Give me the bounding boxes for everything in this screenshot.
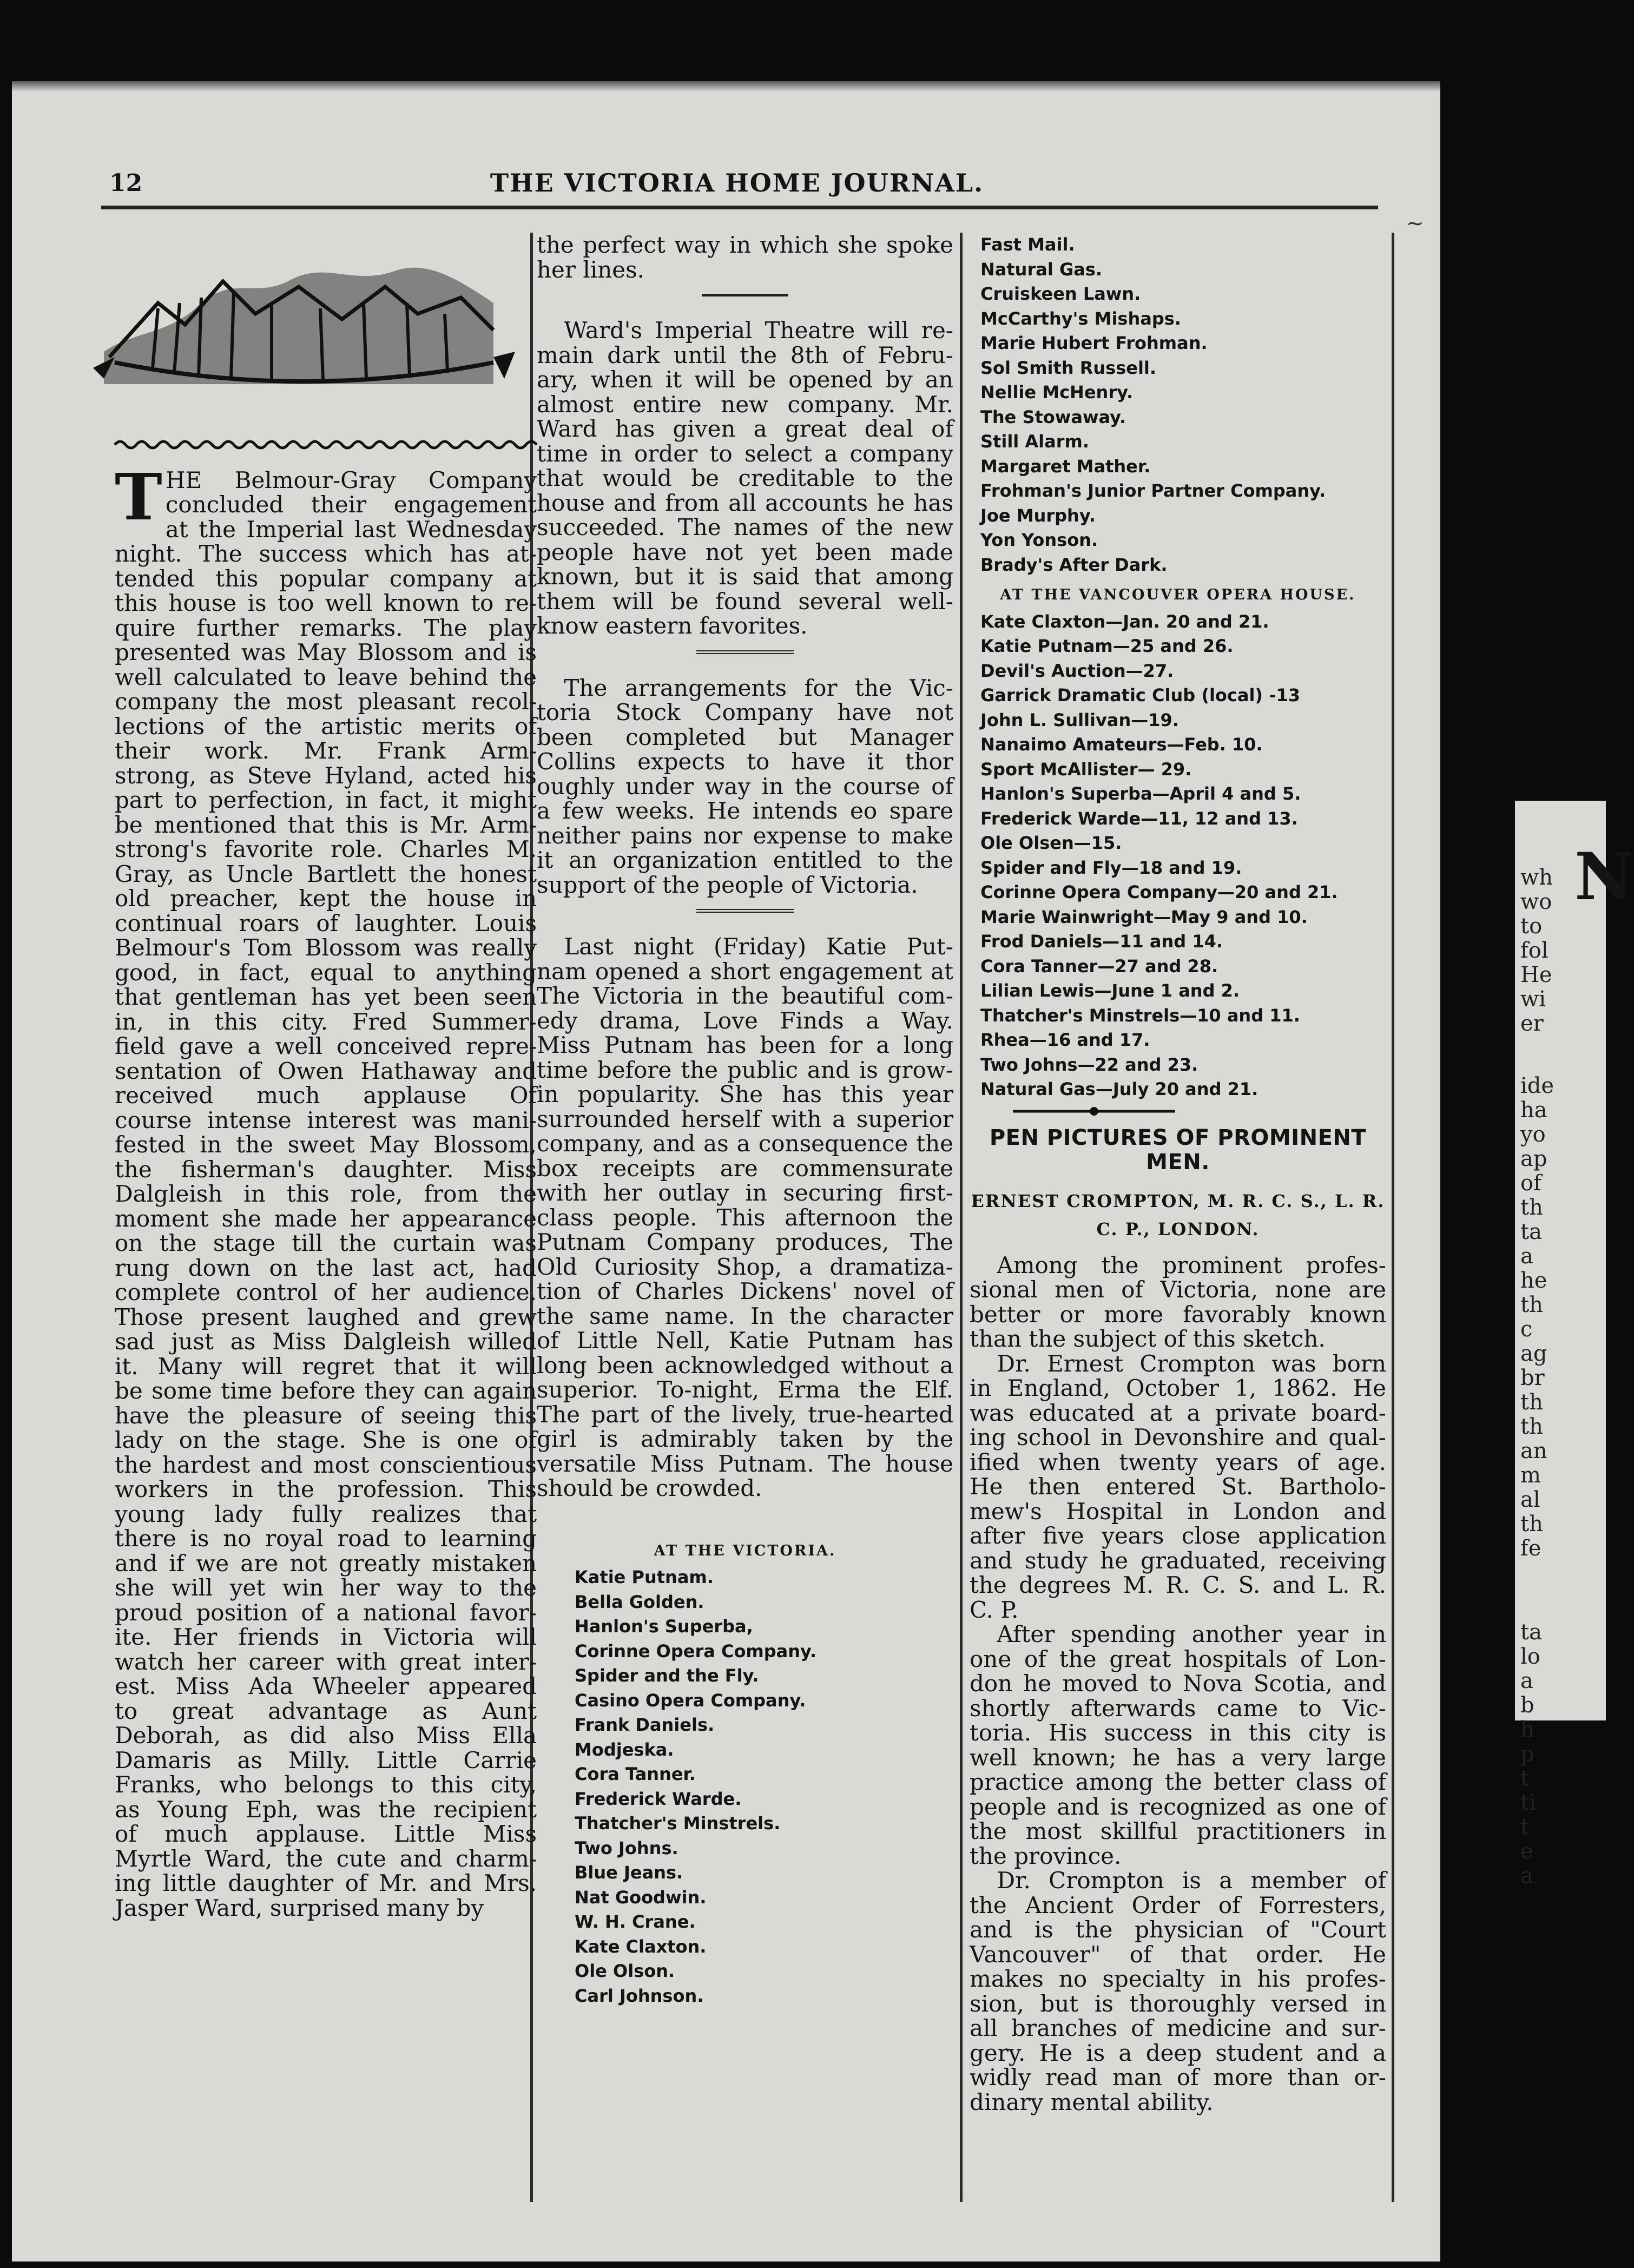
article-line: old preacher, kept the house in [115,885,537,912]
list-item: Nat Goodwin. [575,1887,707,1908]
adjacent-fragment: b [1520,1693,1534,1718]
adjacent-fragment: wh [1520,865,1553,890]
list-item: Hanlon's Superba—April 4 and 5. [980,783,1301,804]
list-item: Ole Olson. [575,1961,675,1981]
article-line: ing little daughter of Mr. and Mrs. [115,1870,537,1896]
journal-title: THE VICTORIA HOME JOURNAL. [490,168,984,197]
byline-line-2: C. P., LONDON. [1096,1218,1260,1240]
article-line: Jasper Ward, surprised many by [115,1894,484,1921]
article-line: lections of the artistic merits of [115,713,537,740]
list-item: Thatcher's Minstrels. [575,1813,781,1834]
adjacent-fragment: ap [1520,1146,1547,1171]
article-line: field gave a well conceived repre- [115,1033,537,1059]
article-line: box receipts are commensurate [537,1155,953,1182]
article-line: proud position of a national favor- [115,1599,537,1626]
column-1 [115,233,537,1920]
article-line: of Little Nell, Katie Putnam has [537,1327,953,1354]
list-item: Margaret Mather. [980,456,1151,477]
article-line: her lines. [537,256,645,283]
drop-cap: T [115,459,162,535]
adjacent-fragment: ha [1520,1098,1547,1123]
list-item: Frederick Warde. [575,1788,742,1809]
article-line: and is the physician of "Court [970,1916,1386,1943]
article-line: the hardest and most conscientious [115,1451,537,1478]
article-line: company the most pleasant recol- [115,688,537,715]
article-line: toria Stock Company have not [537,699,953,726]
scan-shadow [12,81,1440,92]
list-item: Lilian Lewis—June 1 and 2. [980,980,1240,1001]
article-line: Damaris as Milly. Little Carrie [115,1746,537,1773]
vancouver-list-heading: AT THE VANCOUVER OPERA HOUSE. [1000,586,1356,603]
adjacent-fragment: a [1520,1863,1533,1888]
article-line: the degrees M. R. C. S. and L. R. [970,1572,1386,1598]
article-line: the perfect way in which she spoke [537,232,953,258]
column-2 [537,233,953,2008]
header-rule [101,206,1378,209]
list-item: Bella Golden. [575,1591,704,1612]
adjacent-fragment: a [1520,1244,1533,1269]
article-line: quire further remarks. The play [115,614,537,641]
list-item: Frod Daniels—11 and 14. [980,931,1223,952]
article-line: lady on the stage. She is one of [115,1427,537,1453]
adjacent-fragment: fe [1520,1536,1541,1561]
newspaper-page [12,81,1440,2262]
article-line: received much applause Of [115,1082,537,1109]
adjacent-fragment: yo [1520,1122,1546,1147]
article-line: all branches of medicine and sur- [970,2015,1386,2041]
article-line: people have not yet been made [537,538,953,565]
article-line: people and is recognized as one of [970,1793,1386,1820]
article-line: The part of the lively, true-hearted [537,1401,953,1428]
adjacent-fragment: h [1520,1717,1534,1742]
list-item: Cruiskeen Lawn. [980,284,1141,304]
list-item: Modjeska. [575,1739,674,1760]
article-line: succeeded. The names of the new [537,514,953,540]
article-line: there is no royal road to learning [115,1525,537,1552]
article-line: better or more favorably known [970,1301,1386,1328]
adjacent-fragment: t [1520,1766,1530,1791]
article-line: Those present laughed and grew [115,1303,537,1330]
adjacent-fragment: ti [1520,1790,1536,1815]
article-line: as Young Eph, was the recipient [115,1796,537,1823]
list-item: Spider and the Fly. [575,1665,759,1686]
page-header [93,165,1381,208]
list-item: Thatcher's Minstrels—10 and 11. [980,1005,1300,1026]
article-line: Ward has given a great deal of [537,416,953,442]
article-line: surrounded herself with a superior [537,1105,953,1132]
article-line: it. Many will regret that it will [115,1353,537,1380]
article-line: workers in the profession. This [115,1476,537,1502]
article-line: and study he graduated, receiving [970,1547,1386,1574]
article-line: gery. He is a deep student and a [970,2039,1386,2066]
article-line: toria. His success in this city is [970,1719,1386,1746]
article-line: have the pleasure of seeing this [115,1402,537,1429]
article-line: to great advantage as Aunt [115,1697,537,1724]
adjacent-fragment: He [1520,962,1552,987]
adjacent-fragment: br [1520,1366,1545,1390]
article-line: Putnam Company produces, The [537,1229,953,1255]
article-line: night. The success which has at- [115,540,537,567]
adjacent-page-fragment [1515,801,1634,1888]
wavy-divider [115,438,537,451]
adjacent-fragment: lo [1520,1644,1540,1669]
article-line: continual roars of laughter. Louis [115,909,537,937]
article-line: support of the people of Victoria. [537,871,918,898]
article-line: girl is admirably taken by the [537,1426,953,1452]
crompton-para-4 [970,1868,1386,2114]
list-item: Fast Mail. [980,234,1075,255]
list-item: Kate Claxton—Jan. 20 and 21. [980,611,1269,632]
article-line: Dalgleish in this role, from the [115,1181,537,1207]
page-number: 12 [109,169,143,197]
article-line: He then entered St. Bartholo- [970,1473,1386,1500]
stage-engraving-icon [93,222,515,395]
article-line: dinary mental ability. [970,2088,1214,2115]
list-item: Blue Jeans. [575,1862,683,1883]
column-3 [970,233,1386,2114]
list-item: Cora Tanner—27 and 28. [980,955,1218,977]
margin-mark: ~ [1406,211,1424,236]
list-item: Natural Gas. [980,259,1102,280]
article-line: makes no specialty in his profes- [970,1966,1386,1992]
article-line: with her outlay in securing first- [537,1179,953,1206]
short-rule [702,294,788,296]
article-line: them will be found several well- [537,588,953,615]
list-item: Ole Olsen—15. [980,833,1122,853]
article-line: oughly under way in the course of [537,773,953,800]
list-item: Hanlon's Superba, [575,1616,753,1637]
list-item: The Stowaway. [980,406,1126,427]
adjacent-fragment: th [1520,1390,1543,1415]
list-item: Katie Putnam. [575,1567,714,1587]
article-line: Gray, as Uncle Bartlett the honest [115,860,537,887]
article-line: of much applause. Little Miss [115,1821,537,1847]
article-line: sion, but is thoroughly versed in [970,1990,1386,2017]
article-line: be mentioned that this is Mr. Arm- [115,811,537,838]
adjacent-fragment: ta [1520,1219,1542,1244]
katie-putnam-paragraph [537,934,953,1501]
adjacent-fragment: ag [1520,1341,1547,1366]
adjacent-fragment: fol [1520,938,1549,963]
column-divider [1392,233,1394,2202]
adjacent-fragment: he [1520,1268,1547,1293]
article-line: shortly afterwards came to Vic- [970,1695,1386,1722]
adjacent-fragment: ta [1520,1620,1542,1645]
victoria-list [575,1565,953,2008]
adjacent-fragment: th [1520,1512,1543,1537]
list-item: Carl Johnson. [575,1985,704,2006]
article-line: presented was May Blossom and is [115,639,537,665]
adjacent-fragment: of [1520,1171,1541,1196]
list-item: Frank Daniels. [575,1715,715,1735]
article-line: After spending another year in [997,1621,1386,1647]
article-line: sentation of Owen Hathaway and [115,1057,537,1084]
adjacent-fragment: an [1520,1439,1547,1463]
article-line: tended this popular company at [115,565,537,592]
article-line: The arrangements for the Vic- [564,674,953,701]
list-item: Frohman's Junior Partner Company. [980,480,1326,501]
stock-company-paragraph [537,676,953,898]
article-line: Collins expects to have it thor [537,748,953,775]
article-line: that gentleman has yet been seen [115,984,537,1010]
article-line: watch her career with great inter- [115,1648,537,1675]
adjacent-fragment: ide [1520,1073,1554,1098]
adjacent-fragment: al [1520,1487,1540,1512]
list-item: Rhea—16 and 17. [980,1030,1150,1050]
article-line: one of the great hospitals of Lon- [970,1645,1386,1672]
article-line: well calculated to leave behind the [115,663,537,690]
adjacent-fragment: m [1520,1463,1541,1488]
article-line: sional men of Victoria, none are [970,1276,1386,1303]
list-item: Corinne Opera Company. [575,1640,817,1662]
article-line: time before the public and is grow- [537,1056,953,1083]
adjacent-fragment: c [1520,1317,1533,1342]
list-item: Still Alarm. [980,431,1089,452]
adjacent-fragment: th [1520,1195,1543,1220]
list-item: W. H. Crane. [575,1911,696,1932]
article-line: Deborah, as did also Miss Ella [115,1722,537,1749]
short-rule [696,909,794,913]
article-line: almost entire new company. Mr. [537,391,953,418]
article-line: C. P. [970,1596,1019,1623]
article-line: fested in the sweet May Blossom, [115,1131,537,1158]
article-line: course intense interest was mani- [115,1106,537,1133]
article-line: the Ancient Order of Forresters, [970,1891,1386,1918]
article-line: superior. To-night, Erma the Elf. [537,1376,953,1403]
list-item: Casino Opera Company. [575,1690,806,1711]
article-line: widly read man of more than or- [970,2064,1386,2091]
list-item: Katie Putnam—25 and 26. [980,636,1234,656]
article-line: Among the prominent profes- [997,1251,1386,1278]
article-line: class people. This afternoon the [537,1204,953,1231]
article-line: time in order to select a company [537,440,953,467]
article-line: moment she made her appearance [115,1205,537,1232]
list-item: Devil's Auction—27. [980,660,1174,681]
adjacent-fragment: wi [1520,987,1546,1012]
crompton-para-1 [970,1253,1386,1351]
article-line: the fisherman's daughter. Miss [115,1156,537,1183]
list-item: Frederick Warde—11, 12 and 13. [980,808,1298,829]
adjacent-drop-cap: N [1574,839,1634,915]
list-item: McCarthy's Mishaps. [980,308,1181,329]
belmour-gray-review [115,459,537,1921]
list-item: Sol Smith Russell. [980,357,1157,378]
list-item: Marie Wainwright—May 9 and 10. [980,906,1308,927]
article-line: sad just as Miss Dalgleish willed [115,1328,537,1355]
article-line: Franks, who belongs to this city, [115,1771,537,1798]
adjacent-fragment: to [1520,914,1543,939]
article-line: company, and as a consequence the [537,1130,953,1157]
article-line: nam opened a short engagement at [537,958,953,985]
article-line: in, in this city. Fred Summer- [115,1008,537,1035]
adjacent-fragment: e [1520,1839,1533,1864]
article-line: long been acknowledged without a [537,1351,953,1379]
adjacent-fragment: th [1520,1293,1543,1317]
fleuron-divider [1013,1105,1175,1117]
article-line: est. Miss Ada Wheeler appeared [115,1673,537,1699]
article-line: and if we are not greatly mistaken [115,1550,537,1577]
article-line: Dr. Ernest Crompton was born [997,1350,1386,1377]
article-line: HE Belmour-Gray Company [165,466,537,493]
article-line: on the stage till the curtain was [115,1230,537,1256]
article-line: Last night (Friday) Katie Put- [564,933,953,960]
article-line: Belmour's Tom Blossom was really [115,934,537,961]
article-line: Old Curiosity Shop, a dramatiza- [537,1253,953,1280]
article-line: the most skillful practitioners in [970,1818,1386,1844]
article-line: a few weeks. He intends eo spare [537,797,953,824]
article-line: in England, October 1, 1862. He [970,1375,1386,1401]
article-line: known, but it is said that among [537,563,953,590]
imperial-theatre-paragraph [537,318,953,638]
article-line: versatile Miss Putnam. The house [537,1450,953,1477]
article-line: their work. Mr. Frank Arm- [115,737,537,764]
article-line: neither pains nor expense to make [537,822,953,849]
article-line: don he moved to Nova Scotia, and [970,1670,1386,1697]
article-line: at the Imperial last Wednesday [165,516,537,543]
article-line: been completed but Manager [537,723,953,750]
article-line: in popularity. She has this year [537,1081,953,1107]
article-line: Vancouver" of that order. He [970,1941,1386,1968]
article-line: main dark until the 8th of Febru- [537,341,953,368]
upcoming-list [980,233,1386,577]
article-line: this house is too well known to re- [115,590,537,616]
adjacent-fragment: p [1520,1742,1534,1766]
adjacent-fragment: wo [1520,889,1552,914]
article-line: Miss Putnam has been for a long [537,1032,953,1058]
list-item: Corinne Opera Company—20 and 21. [980,882,1338,902]
vancouver-list [980,610,1386,1102]
article-line: rung down on the last act, had [115,1254,537,1281]
list-item: Nellie McHenry. [980,382,1134,403]
article-line: edy drama, Love Finds a Way. [537,1007,953,1034]
list-item: Sport McAllister— 29. [980,759,1192,780]
adjacent-fragment: er [1520,1011,1544,1036]
byline-line-1: ERNEST CROMPTON, M. R. C. S., L. R. [971,1190,1385,1211]
list-item: Two Johns. [575,1837,678,1858]
article-line: concluded their engagement [165,491,537,518]
article-line: part to perfection, in fact, it might [115,787,537,813]
list-item: Garrick Dramatic Club (local) -13 [980,685,1300,706]
article-line: complete control of her audience. [115,1279,537,1306]
short-rule [696,650,794,654]
crompton-para-3 [970,1622,1386,1868]
list-item: Joe Murphy. [980,505,1096,526]
article-line: Myrtle Ward, the cute and charm- [115,1845,537,1872]
article-line: mew's Hospital in London and [970,1498,1386,1525]
article-line: should be crowded. [537,1475,762,1501]
list-item: John L. Sullivan—19. [980,709,1179,730]
article-line: ified when twenty years of age. [970,1448,1386,1475]
article-line: the same name. In the character [537,1302,953,1329]
adjacent-fragment: a [1520,1669,1533,1693]
crompton-para-2 [970,1351,1386,1623]
list-item: Yon Yonson. [980,530,1098,550]
article-line: she will yet win her way to the [115,1574,537,1601]
article-line: was educated at a private board- [970,1399,1386,1426]
article-line: house and from all accounts he has [537,489,953,516]
list-item: Spider and Fly—18 and 19. [980,857,1242,878]
article-line: well known; he has a very large [970,1744,1386,1771]
list-item: Brady's After Dark. [980,554,1168,575]
article-line: be some time before they can again [115,1377,537,1404]
article-line: young lady fully realizes that [115,1500,537,1527]
article-line: strong, as Steve Hyland, acted his [115,762,537,789]
article-line: ite. Her friends in Victoria will [115,1624,537,1650]
article-line: it an organization entitled to the [537,847,953,873]
article-line: ary, when it will be opened by an [537,366,953,393]
article-line: the province. [970,1842,1122,1869]
article-line: after five years close application [970,1522,1386,1549]
article-line: practice among the better class of [970,1769,1386,1795]
victoria-list-heading: AT THE VICTORIA. [654,1542,836,1559]
adjacent-fragment: t [1520,1815,1530,1840]
byline [970,1187,1386,1243]
col2-para-0 [537,233,953,282]
section-title: PEN PICTURES OF PROMINENT MEN. [989,1125,1367,1175]
list-item: Cora Tanner. [575,1764,696,1784]
list-item: Kate Claxton. [575,1936,707,1957]
list-item: Two Johns—22 and 23. [980,1054,1198,1075]
article-line: Dr. Crompton is a member of [997,1867,1386,1894]
list-item: Nanaimo Amateurs—Feb. 10. [980,734,1263,755]
adjacent-fragment: th [1520,1414,1543,1439]
column-divider [960,233,963,2202]
article-line: know eastern favorites. [537,612,808,639]
article-line: The Victoria in the beautiful com- [537,983,953,1009]
list-item: Marie Hubert Frohman. [980,333,1208,353]
article-line: Ward's Imperial Theatre will re- [564,317,953,344]
theatre-vignette [115,233,537,438]
article-line: ing school in Devonshire and qual- [970,1424,1386,1451]
article-line: than the subject of this sketch. [970,1326,1326,1352]
article-line: tion of Charles Dickens' novel of [537,1278,953,1304]
article-line: strong's favorite role. Charles M. [115,836,537,862]
list-item: Natural Gas—July 20 and 21. [980,1079,1259,1099]
article-line: good, in fact, equal to anything [115,959,537,986]
article-line: that would be creditable to the [537,465,953,491]
